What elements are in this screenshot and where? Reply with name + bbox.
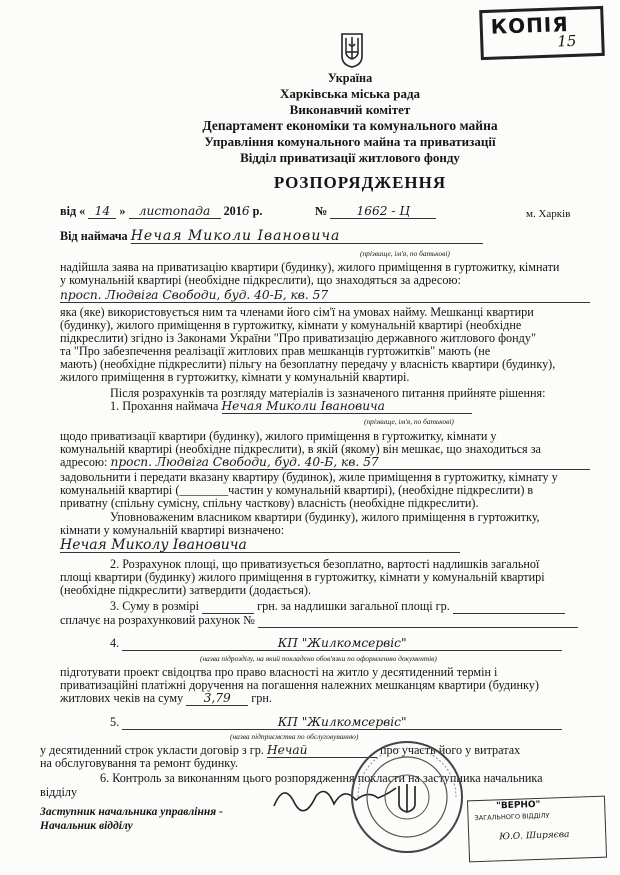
verno-stamp-subtitle: ЗАГАЛЬНОГО ВІДДІЛУ [474, 811, 550, 823]
point-5-caption: (назва підприємства по обслуговуванню) [230, 732, 359, 741]
body-line: підготувати проект свідоцтва про право власності на житло у десятиденний термін і [60, 665, 498, 679]
amount-value: 3,79 [186, 692, 248, 706]
number-row [315, 205, 436, 219]
point-1-name: Нечая Миколи Івановича [222, 400, 472, 414]
tenant-row [60, 230, 483, 244]
tenant-caption: (прізвище, ім'я, по батькові) [360, 249, 450, 258]
body-line: Після розрахунків та розгляду матеріалів із зазначеного питання прийняте рішення: [110, 386, 546, 400]
point-1-row [110, 400, 472, 414]
body-line: площі квартири (будинку) жилого приміщення в гуртожитку, кімнати у комунальній квартирі [60, 570, 545, 584]
body-line: яка (яке) використовується ним та членами його сім'ї на умовах найму. Мешканці квартири [60, 305, 534, 319]
contract-label: у десятиденний строк укласти договір з гр. [40, 743, 264, 757]
address-2-row [60, 456, 590, 470]
body-line: 2. Розрахунок площі, що приватизується безоплатно, вартості надлишків загальної [110, 557, 540, 571]
date-row [60, 205, 262, 219]
verno-stamp [467, 796, 607, 863]
city-label: м. Харків [526, 208, 571, 220]
point-5-row [110, 716, 562, 730]
date-month: листопада [129, 205, 221, 219]
signature-title-2: Начальник відділу [40, 820, 133, 832]
body-line: приватну (спільну сумісну, спільну часткову) власність (необхідне підкреслити). [60, 496, 479, 510]
header-department: Департамент економіки та комунального майна [202, 118, 498, 133]
header-country: Україна [327, 71, 373, 85]
body-line: задовольнити і передати вказану квартиру (будинок), жиле приміщення в гуртожитку, кімнату у [60, 470, 558, 484]
header-city-council: Харківська міська рада [279, 86, 421, 101]
official-seal [348, 738, 466, 856]
body-line: Уповноваженим власником квартири (будинку), жилого приміщення в гуртожитку, [110, 510, 540, 524]
account-row [60, 614, 578, 628]
date-year-prefix: 201 [223, 204, 242, 218]
body-line: (будинку), жилого приміщення в гуртожитку, кімнати у комунальній квартирі (необхідне [60, 318, 522, 332]
owner-row [60, 539, 460, 553]
body-line: кімнати у комунальній квартирі визначено: [60, 523, 285, 537]
tenant-label: Від наймача [60, 229, 128, 243]
body-line: на обслуговування та ремонт будинку. [40, 756, 238, 770]
address-2-label: адресою: [60, 455, 108, 469]
body-line: жилого приміщення в гуртожитку, кімнати у комунальній квартирі. [60, 370, 410, 384]
point-4-company: КП "Жилкомсервіс" [122, 637, 562, 651]
point-5-num: 5. [110, 715, 120, 729]
body-line: надійшла заява на приватизацію квартири (будинку), жилого приміщення в гуртожитку, кімнати [60, 260, 560, 274]
body-line: у комунальній квартирі (необхідне підкреслити), що знаходяться за адресою: [60, 273, 461, 287]
owner-name: Нечая Миколу Івановича [60, 539, 460, 553]
point-5-company: КП "Жилкомсервіс" [122, 716, 562, 730]
date-mid: » [119, 204, 126, 218]
signature-title-1: Заступник начальника управління - [40, 806, 223, 818]
body-line: та "Про забезпечення реалізації житлових прав мешканців гуртожитків" мають (не [60, 344, 491, 358]
header-division: Відділ приватизації житлового фонду [240, 150, 460, 165]
date-day: 14 [88, 205, 116, 219]
point-3-text: грн. за надлишки загальної площі гр. [257, 599, 450, 613]
copy-stamp-number: 15 [556, 31, 577, 51]
point-4-caption: (назва підрозділу, на який покладено обов'язки по оформленню документів) [200, 654, 437, 663]
account-label: сплачує на розрахунковий рахунок № [60, 613, 255, 627]
copy-stamp [479, 6, 605, 60]
body-line: 6. Контроль за виконанням цього розпорядження покласти на заступника начальника [100, 771, 543, 785]
body-line: відділу [40, 785, 78, 799]
point-1-caption: (прізвище, ім'я, по батькові) [364, 417, 454, 426]
header-administration: Управління комунального майна та приватизації [204, 134, 496, 149]
body-line: приватизаційні платіжні доручення на погашення належних мешканцям квартири (будинку) [60, 678, 539, 692]
point-4-row [110, 637, 562, 651]
point-3-row [110, 600, 565, 614]
amount-label: житлових чеків на суму [60, 691, 184, 705]
contract-name: Нечай [267, 744, 377, 758]
address-2: просп. Людвіга Свободи, буд. 40-Б, кв. 57 [110, 456, 590, 470]
body-line: мають) (необхідне підкреслити) пільгу на безоплатну передачу у власність квартири (будинку), [60, 357, 556, 371]
address-row [60, 289, 590, 303]
verno-stamp-name: Ю.О. Ширяєва [499, 829, 570, 843]
date-year-suffix: 6 [241, 204, 250, 218]
coat-of-arms-icon [339, 32, 365, 68]
number-label: № [315, 204, 328, 218]
body-line: комунальній квартирі (________частин у комунальній квартирі), (необхідне підкреслити) в [60, 483, 534, 497]
order-number: 1662 - Ц [330, 205, 436, 219]
body-line: щодо приватизації квартири (будинку), жилого приміщення в гуртожитку, кімнати у [60, 429, 497, 443]
contract-text: про участь його у витратах [379, 743, 521, 757]
body-line: (необхідне підкреслити) затвердити (додається). [60, 583, 312, 597]
body-line: комунальній квартирі (необхідне підкреслити), в якій (якому) він мешкає, що знаходиться за [60, 442, 541, 456]
amount-currency: грн. [251, 691, 272, 705]
body-line: підкреслити) згідно із Законами України "Про приватизацію державного житлового фонду" [60, 331, 536, 345]
verno-stamp-title: "ВЕРНО" [496, 799, 541, 812]
date-prefix: від « [60, 204, 86, 218]
date-year-end: р. [252, 204, 263, 218]
document-title: РОЗПОРЯДЖЕННЯ [273, 173, 447, 192]
point-4-num: 4. [110, 636, 120, 650]
header-committee: Виконавчий комітет [289, 102, 411, 117]
point-1-label: 1. Прохання наймача [110, 399, 219, 413]
point-3-label: 3. Суму в розмірі [110, 599, 200, 613]
tenant-name: Нечая Миколи Івановича [131, 230, 483, 244]
address-1: просп. Людвіга Свободи, буд. 40-Б, кв. 57 [60, 289, 590, 303]
amount-row [60, 692, 272, 706]
copy-stamp-text: КОПІЯ [490, 12, 570, 39]
